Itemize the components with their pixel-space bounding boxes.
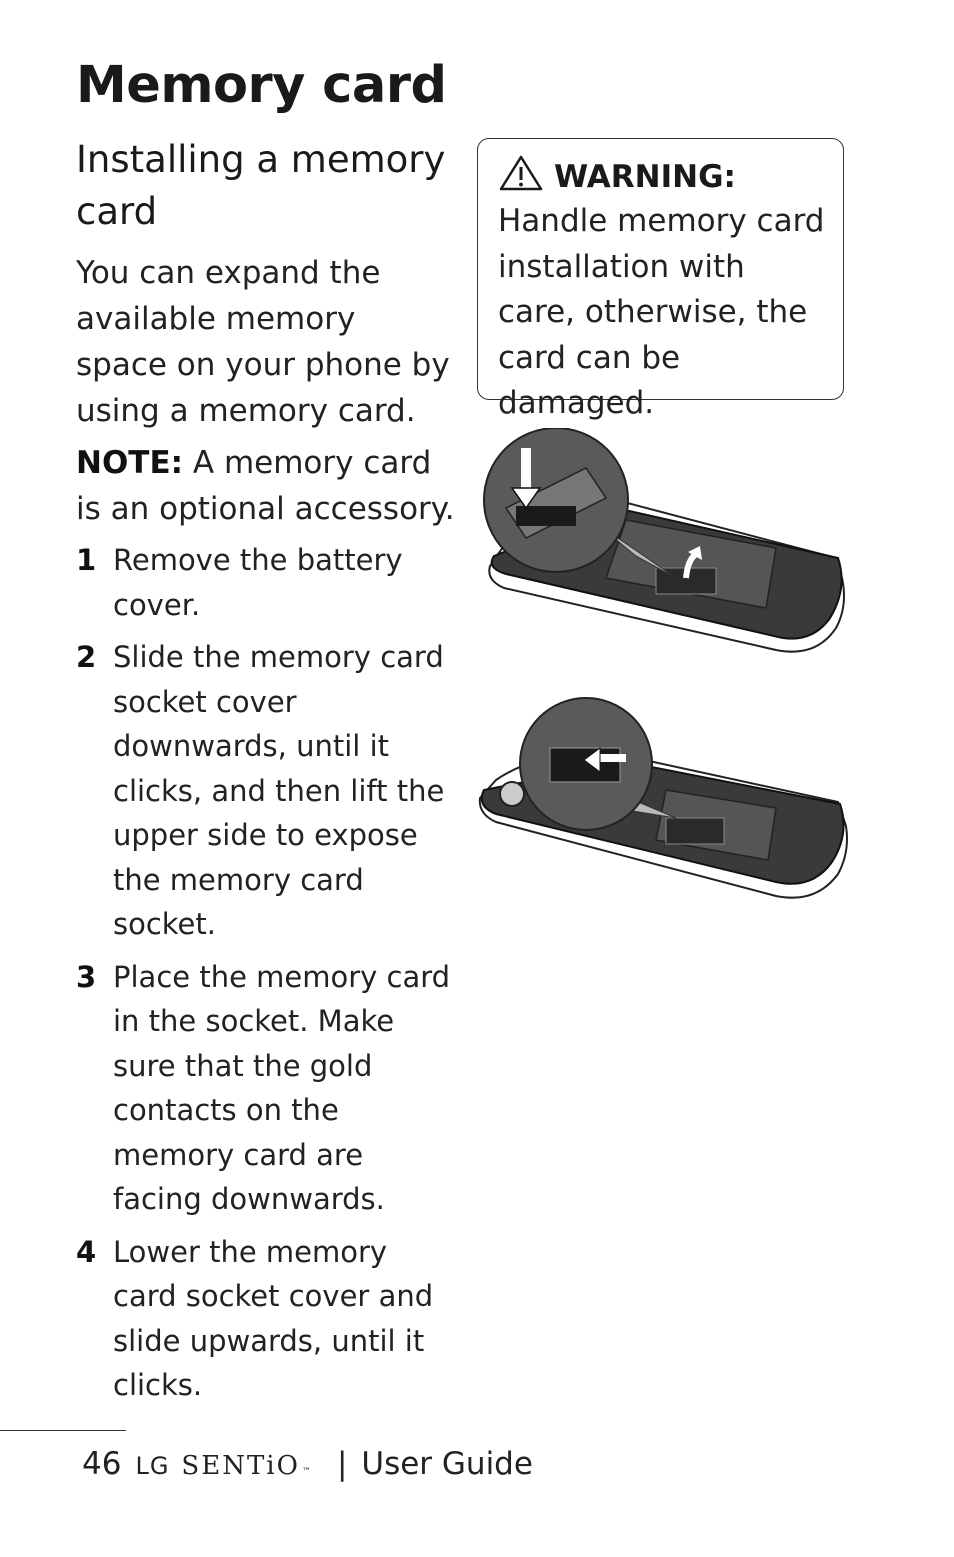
brand-name: SENTiO xyxy=(181,1451,300,1481)
step-text: Place the memory card in the socket. Make sure that the gold contacts on the memory card are facing downwards. xyxy=(113,959,451,1216)
footer-separator: | xyxy=(336,1446,348,1482)
steps-list xyxy=(76,538,456,1416)
footer-guide-label: User Guide xyxy=(361,1446,533,1482)
step-item xyxy=(76,635,456,947)
brand-trademark: ™ xyxy=(301,1467,311,1477)
step-text: Lower the memory card socket cover and slide upwards, until it clicks. xyxy=(113,1234,434,1402)
page-title: Memory card xyxy=(76,56,447,115)
note-text: A memory card is an optional accessory. xyxy=(76,445,455,527)
note-label: NOTE: xyxy=(76,445,184,481)
warning-box xyxy=(477,138,844,421)
intro-paragraph: You can expand the available memory space on your phone by using a memory card. xyxy=(76,255,450,429)
step-number: 3 xyxy=(76,959,97,994)
warning-text: Handle memory card installation with care, otherwise, the card can be damaged. xyxy=(498,203,825,421)
step-number: 1 xyxy=(76,543,97,577)
step-text: Remove the battery cover. xyxy=(113,543,403,622)
step-number: 2 xyxy=(76,640,97,674)
warning-triangle-icon xyxy=(498,154,544,200)
page-footer xyxy=(82,1446,533,1482)
note-paragraph xyxy=(76,440,456,532)
step-item xyxy=(76,955,456,1222)
card-insert-illustration xyxy=(476,690,856,905)
section-subtitle: Installing a memory card xyxy=(76,138,446,233)
warning-heading-row xyxy=(498,155,825,199)
brand-lg: LG xyxy=(135,1452,170,1480)
footer-rule xyxy=(0,1430,126,1431)
step-text: Slide the memory card socket cover downwards, until it clicks, and then lift the upper side to expose the memory card socket. xyxy=(113,640,445,941)
step-item xyxy=(76,538,456,627)
warning-heading: WARNING: xyxy=(554,159,736,195)
step-item xyxy=(76,1230,456,1408)
page-number: 46 xyxy=(82,1446,122,1482)
step-number: 4 xyxy=(76,1234,97,1269)
socket-open-illustration xyxy=(476,428,856,658)
